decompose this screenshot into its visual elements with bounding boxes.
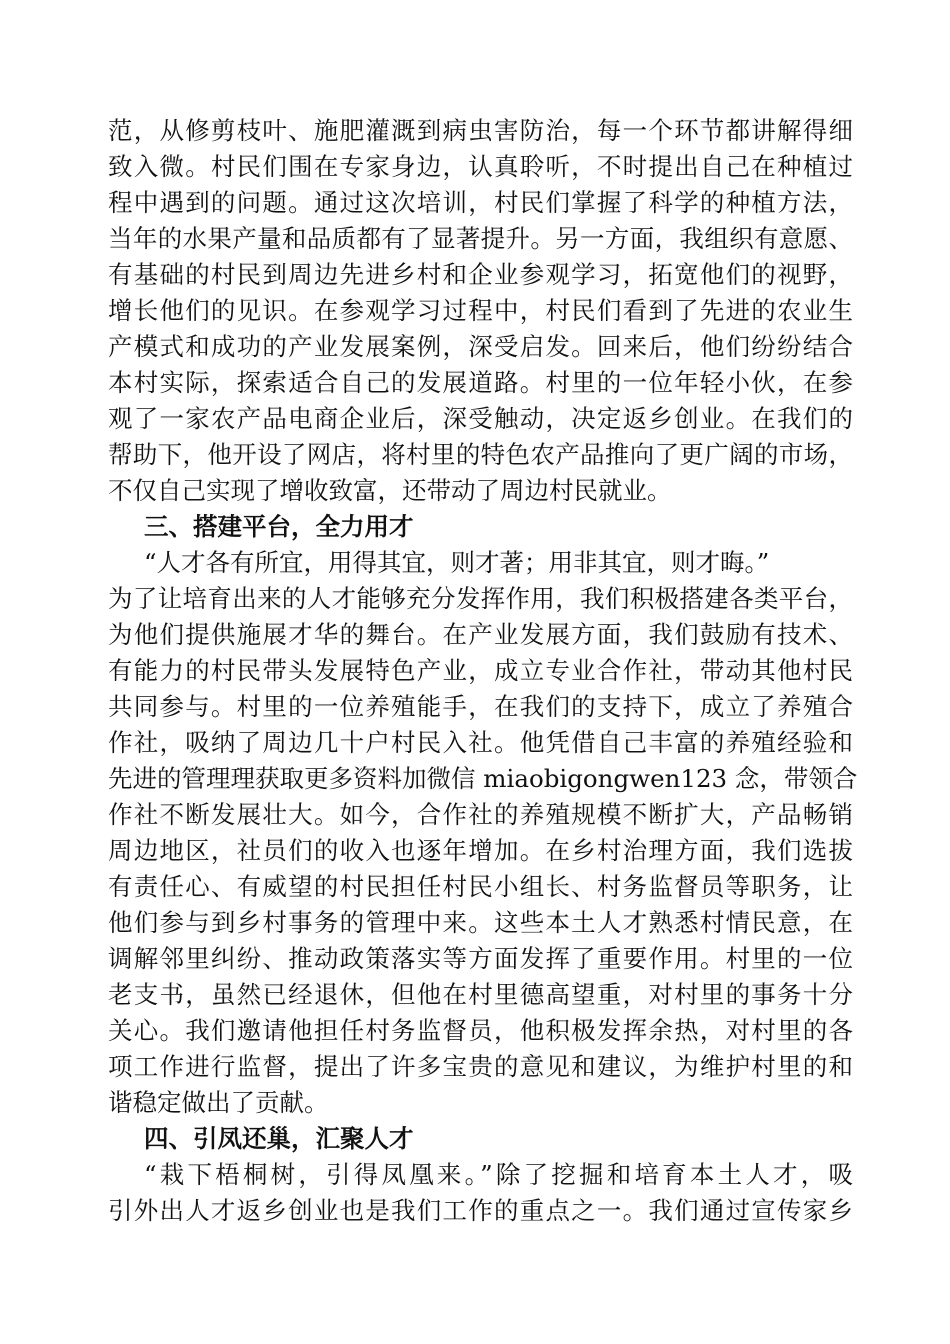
document-page: [108, 113, 858, 1229]
body-text-line: 谐稳定做出了贡献。: [108, 1088, 329, 1117]
body-text-line: 作社不断发展壮大。如今，合作社的养殖规模不断扩大，产品畅销: [108, 800, 853, 829]
body-text-line: 有能力的村民带头发展特色产业，成立专业合作社，带动其他村民: [108, 656, 853, 685]
body-text-line: 为他们提供施展才华的舞台。在产业发展方面，我们鼓励有技术、: [108, 620, 853, 649]
body-text-line: 他们参与到乡村事务的管理中来。这些本土人才熟悉村情民意，在: [108, 908, 853, 937]
body-text-line: “栽下梧桐树，引得凤凰来。”除了挖掘和培育本土人才，吸: [144, 1160, 853, 1189]
body-text-line: 本村实际，探索适合自己的发展道路。村里的一位年轻小伙，在参: [108, 368, 853, 397]
section-heading: 四、引凤还巢，汇聚人才: [144, 1124, 414, 1153]
body-text-line: 致入微。村民们围在专家身边，认真聆听，不时提出自己在种植过: [108, 152, 853, 181]
body-text-line: 周边地区，社员们的收入也逐年增加。在乡村治理方面，我们选拔: [108, 836, 853, 865]
body-text-line: 有基础的村民到周边先进乡村和企业参观学习，拓宽他们的视野，: [108, 260, 853, 289]
body-text-line: 不仅自己实现了增收致富，还带动了周边村民就业。: [108, 476, 672, 505]
body-text-line: 增长他们的见识。在参观学习过程中，村民们看到了先进的农业生: [108, 296, 853, 325]
body-text-line: 先进的管理理获取更多资料加微信 miaobigongwen123 念，带领合: [108, 764, 858, 793]
body-text-line: 范，从修剪枝叶、施肥灌溉到病虫害防治，每一个环节都讲解得细: [108, 116, 853, 145]
body-text-line: 调解邻里纠纷、推动政策落实等方面发挥了重要作用。村里的一位: [108, 944, 853, 973]
body-text-line: 产模式和成功的产业发展案例，深受启发。回来后，他们纷纷结合: [108, 332, 853, 361]
body-text-line: 观了一家农产品电商企业后，深受触动，决定返乡创业。在我们的: [108, 404, 853, 433]
body-text-line: 引外出人才返乡创业也是我们工作的重点之一。我们通过宣传家乡: [108, 1196, 853, 1225]
body-text-line: 关心。我们邀请他担任村务监督员，他积极发挥余热，对村里的各: [108, 1016, 853, 1045]
body-text-line: 老支书，虽然已经退休，但他在村里德高望重，对村里的事务十分: [108, 980, 853, 1009]
body-text-line: 当年的水果产量和品质都有了显著提升。另一方面，我组织有意愿、: [108, 224, 853, 253]
body-text-line: 共同参与。村里的一位养殖能手，在我们的支持下，成立了养殖合: [108, 692, 853, 721]
quote-line: “人才各有所宜，用得其宜，则才著；用非其宜，则才晦。”: [144, 548, 770, 577]
section-heading: 三、搭建平台，全力用才: [144, 512, 414, 541]
body-text-line: 程中遇到的问题。通过这次培训，村民们掌握了科学的种植方法，: [108, 188, 853, 217]
body-text-line: 作社，吸纳了周边几十户村民入社。他凭借自己丰富的养殖经验和: [108, 728, 853, 757]
body-text-line: 项工作进行监督，提出了许多宝贵的意见和建议，为维护村里的和: [108, 1052, 853, 1081]
body-text-line: 帮助下，他开设了网店，将村里的特色农产品推向了更广阔的市场，: [108, 440, 853, 469]
body-text-line: 有责任心、有威望的村民担任村民小组长、村务监督员等职务，让: [108, 872, 853, 901]
body-text-line: 为了让培育出来的人才能够充分发挥作用，我们积极搭建各类平台，: [108, 584, 853, 613]
